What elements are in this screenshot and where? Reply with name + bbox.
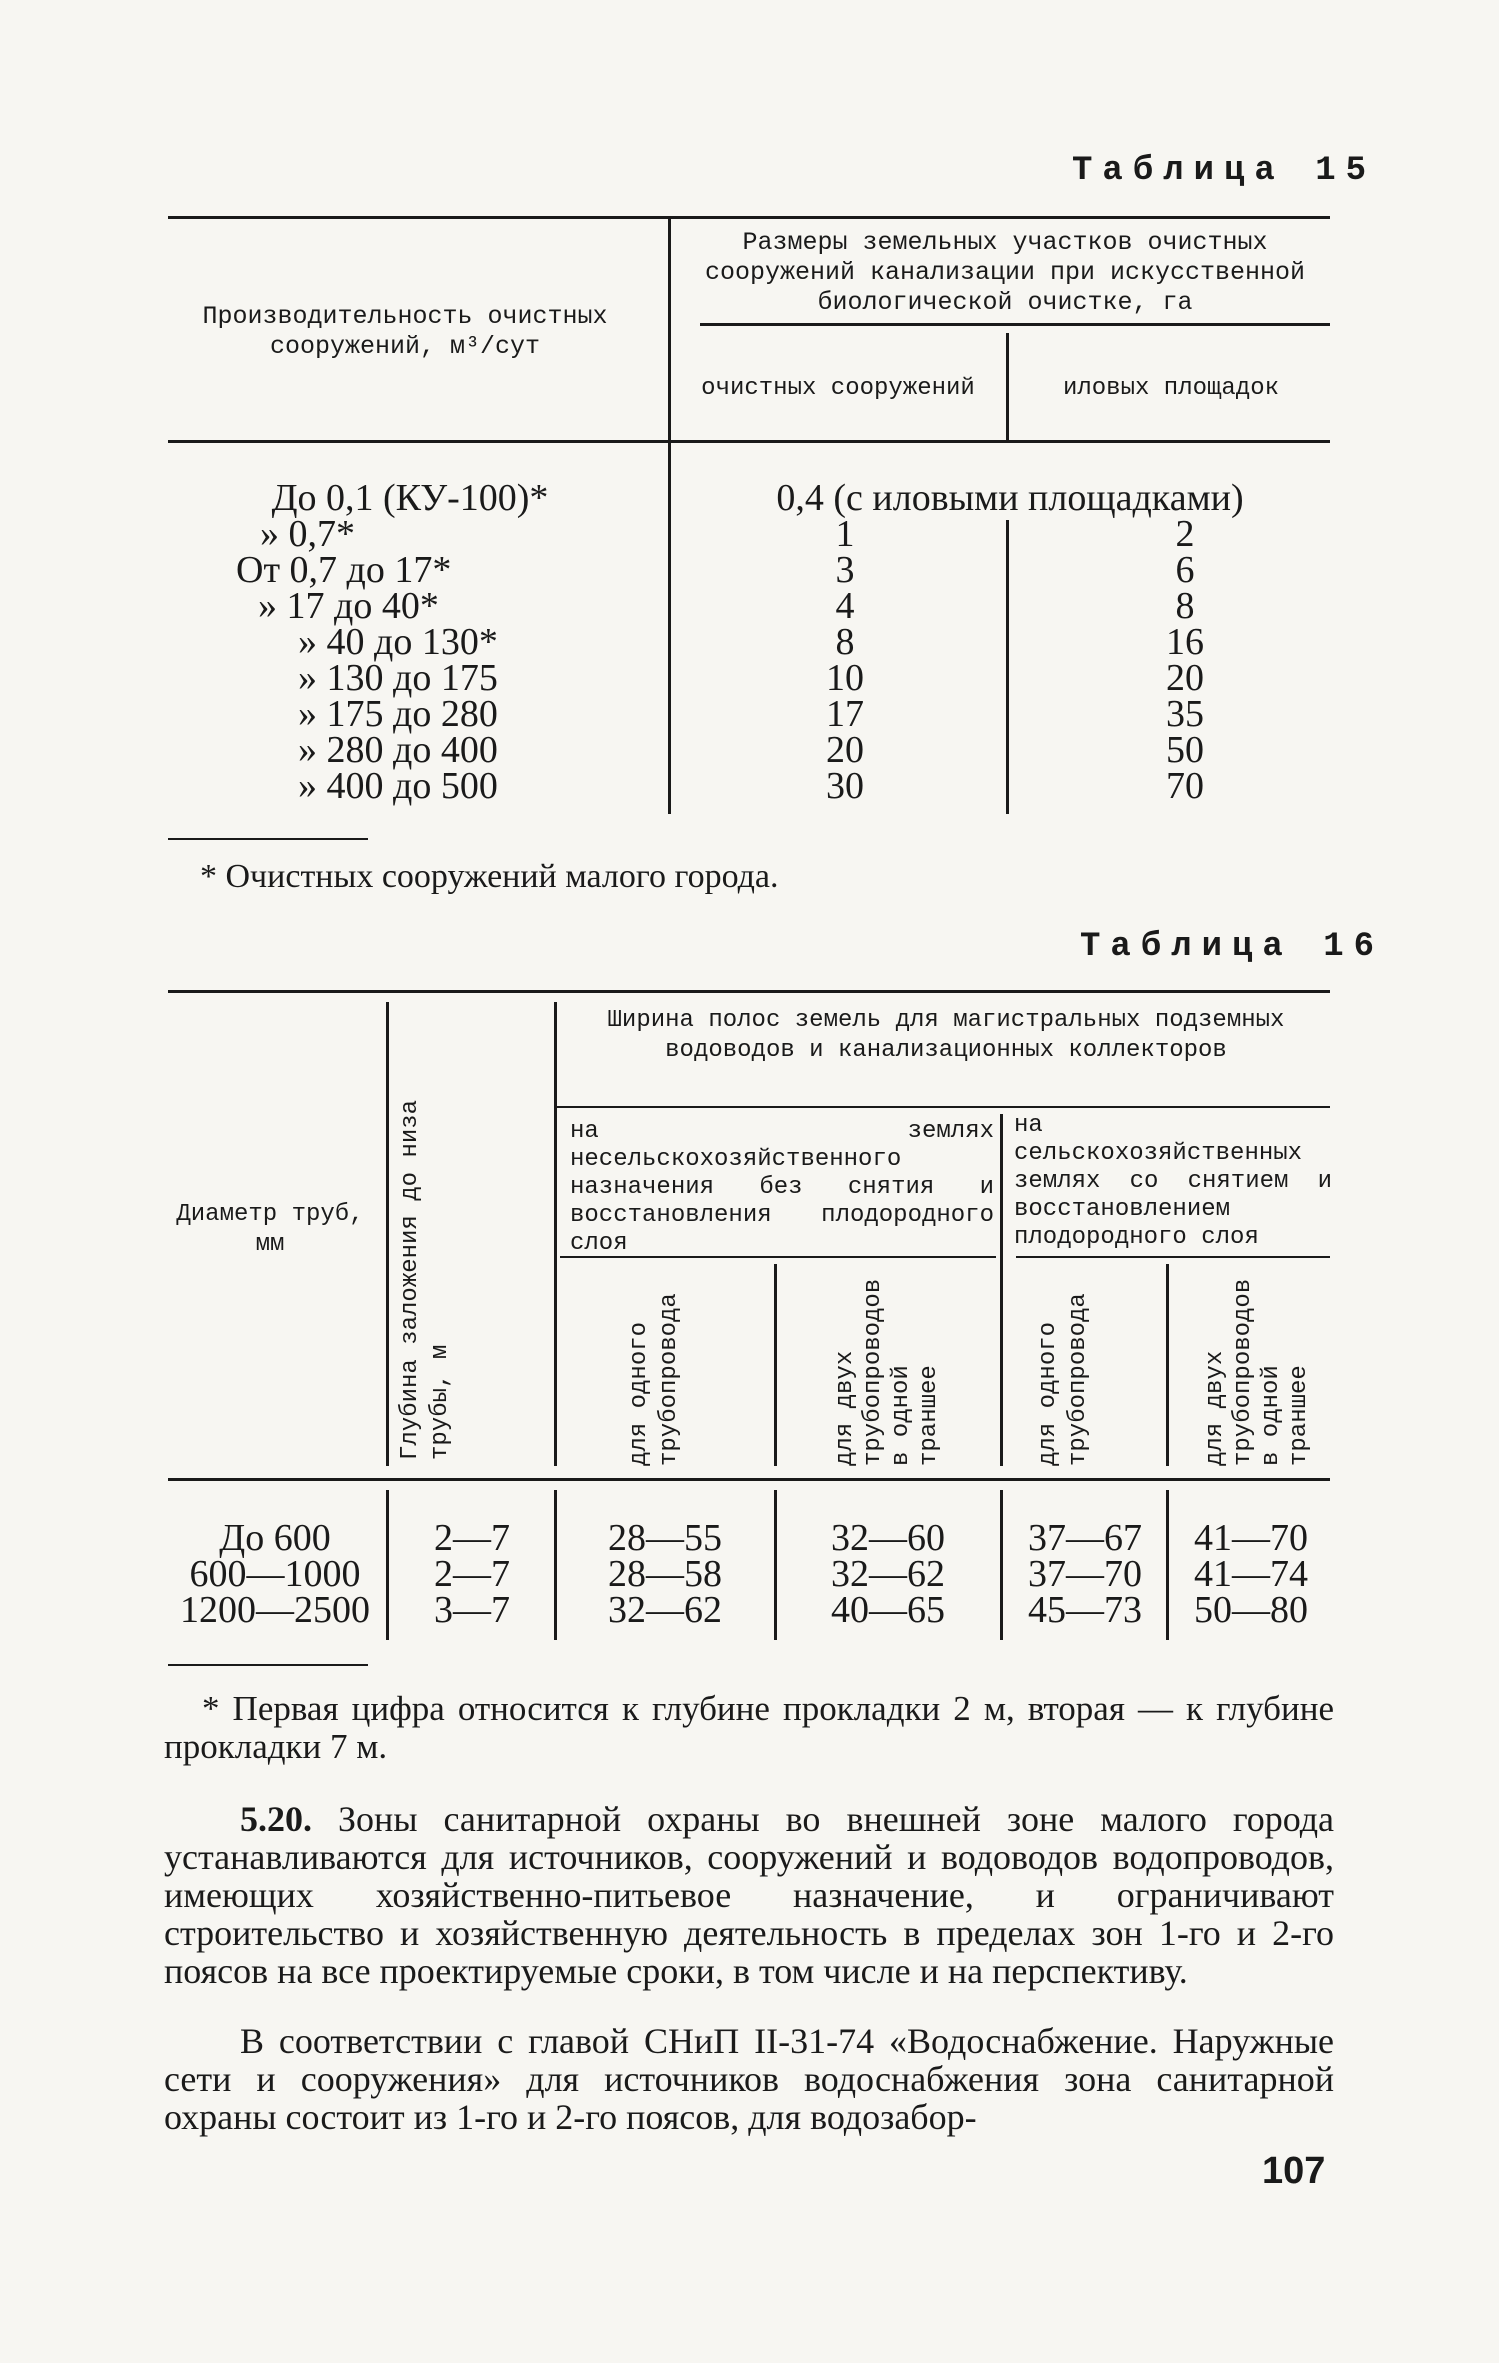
table16-divider-1 bbox=[386, 1002, 389, 1466]
table15-first-row-label: До 0,1 (КУ-100)* bbox=[271, 477, 549, 519]
table-cell: 28—55 bbox=[608, 1517, 722, 1559]
table-cell: 1200—2500 bbox=[180, 1589, 370, 1631]
table16-top-rule bbox=[168, 990, 1330, 993]
table15-footnote: * Очистных сооружений малого города. bbox=[200, 858, 779, 895]
table15-group-header: Размеры земельных участков очистных сооружений канализации при искусственной биологической очистке, га bbox=[704, 228, 1306, 317]
table15-sub-divider bbox=[1006, 333, 1009, 440]
table-cell: 45—73 bbox=[1028, 1589, 1142, 1631]
table15-body-divider bbox=[1006, 520, 1009, 814]
table-cell: 50—80 bbox=[1194, 1589, 1308, 1631]
paragraph-snip: В соответствии с главой СНиП II-31-74 «Водоснабжение. Наружные сети и сооружения» для источников водоснабжения зона санитарной охраны состоит из 1-го и 2-го поясов, для водозабор- bbox=[164, 2021, 1334, 2137]
table-cell: 10 bbox=[826, 657, 864, 699]
table16-divider-5 bbox=[1166, 1264, 1169, 1466]
table16-col-b1 bbox=[1006, 1517, 1164, 1631]
table15-merged-value: 0,4 (с иловыми площадками) bbox=[776, 477, 1244, 519]
table-cell: 30 bbox=[826, 765, 864, 807]
table15-footnote-rule bbox=[168, 838, 368, 840]
table-cell: 50 bbox=[1166, 729, 1204, 771]
table-cell: 41—74 bbox=[1194, 1553, 1308, 1595]
table-cell: 6 bbox=[1175, 549, 1195, 591]
table15-col-divider bbox=[668, 216, 671, 814]
table-cell: 1 bbox=[835, 513, 855, 555]
table-row-label: » 130 до 175 bbox=[298, 657, 498, 699]
table16-footnote: * Первая цифра относится к глубине прокладки 2 м, вторая — к глубине прокладки 7 м. bbox=[164, 1689, 1334, 1766]
table-cell: 37—70 bbox=[1028, 1553, 1142, 1595]
table15-labels bbox=[200, 513, 500, 807]
table-row-label: » 400 до 500 bbox=[298, 765, 498, 807]
table16-body-divider-5 bbox=[1166, 1490, 1169, 1640]
table-cell: 16 bbox=[1166, 621, 1204, 663]
table-cell: 35 bbox=[1166, 693, 1204, 735]
table16-leaf-b1: для одного трубопровода bbox=[1035, 1293, 1092, 1466]
table16-col-diameter bbox=[170, 1517, 380, 1631]
table-cell: 32—60 bbox=[831, 1517, 945, 1559]
table-row-label: » 40 до 130* bbox=[298, 621, 498, 663]
table16-body-divider-3 bbox=[774, 1490, 777, 1640]
table-cell: 20 bbox=[826, 729, 864, 771]
table16-footnote-rule bbox=[168, 1664, 368, 1666]
table-cell: 40—65 bbox=[831, 1589, 945, 1631]
table16-body-divider-2 bbox=[554, 1490, 557, 1640]
table-row-label: » 17 до 40* bbox=[258, 585, 439, 627]
table16-leaf-b2: для двух трубопроводов в одной траншее bbox=[1202, 1278, 1313, 1466]
table-cell: 37—67 bbox=[1028, 1517, 1142, 1559]
table16-sub-a: на землях несельскохозяйственного назначения без снятия и восстановления плодородного слоя bbox=[570, 1118, 994, 1257]
table15-sub1-header: очистных сооружений bbox=[701, 375, 975, 402]
table16-divider-4 bbox=[774, 1264, 777, 1466]
table-cell: 17 bbox=[826, 693, 864, 735]
table-cell: 4 bbox=[835, 585, 855, 627]
table16-header-rule bbox=[168, 1478, 1330, 1481]
table-cell: До 600 bbox=[219, 1517, 331, 1559]
table-cell: 2—7 bbox=[434, 1553, 510, 1595]
table-cell: 2 bbox=[1175, 513, 1195, 555]
table15-col-v2 bbox=[1120, 513, 1250, 807]
table15-caption: Таблица 15 bbox=[1072, 152, 1377, 190]
table16-caption: Таблица 16 bbox=[1080, 928, 1385, 966]
table-row-label: От 0,7 до 17* bbox=[236, 549, 452, 591]
table16-subb-rule bbox=[1016, 1256, 1330, 1258]
table16-col2-header: Глубина заложения до низа трубы, м bbox=[397, 1099, 454, 1460]
table16-body-divider-1 bbox=[386, 1490, 389, 1640]
table-cell: 20 bbox=[1166, 657, 1204, 699]
page-number: 107 bbox=[1262, 2150, 1326, 2192]
table-row-label: » 0,7* bbox=[260, 513, 355, 555]
table-cell: 3 bbox=[835, 549, 855, 591]
paragraph-text: Зоны санитарной охраны во внешней зоне малого города устанавливаются для источников, сооружений и водоводов водопроводов, имеющих хозяйственно-питьевое назначение, и ограничивают строительство и хозяйственную деятельность в пределах зон 1-го и 2-го поясов на все проектируемые сроки, в том числе и на перспективу. bbox=[164, 1799, 1334, 1991]
table16-sub-b: на сельскохозяйственных землях со снятием и восстановлением плодородного слоя bbox=[1014, 1112, 1332, 1251]
table-cell: 2—7 bbox=[434, 1517, 510, 1559]
table15-sub2-header: иловых площадок bbox=[1062, 375, 1280, 402]
table16-col-b2 bbox=[1172, 1517, 1330, 1631]
table16-group-rule bbox=[556, 1106, 1330, 1108]
table15-group-rule bbox=[700, 323, 1330, 326]
paragraph-number: 5.20. bbox=[240, 1799, 312, 1839]
table15-top-rule bbox=[168, 216, 1330, 219]
table16-group-header: Ширина полос земель для магистральных подземных водоводов и канализационных коллекторов bbox=[607, 1007, 1285, 1064]
table15-col-v1 bbox=[780, 513, 910, 807]
table16-col-a1 bbox=[560, 1517, 770, 1631]
table-row-label: » 280 до 400 bbox=[298, 729, 498, 771]
table-cell: 8 bbox=[835, 621, 855, 663]
table-cell: 32—62 bbox=[831, 1553, 945, 1595]
table-cell: 600—1000 bbox=[189, 1553, 361, 1595]
table16-divider-2 bbox=[554, 1002, 557, 1466]
table16-col-a2 bbox=[780, 1517, 996, 1631]
table16-leaf-a1: для одного трубопровода bbox=[626, 1293, 683, 1466]
table-row-label: » 175 до 280 bbox=[298, 693, 498, 735]
table15-col1-header: Производительность очистных сооружений, м³/сут bbox=[202, 302, 608, 361]
table-cell: 41—70 bbox=[1194, 1517, 1308, 1559]
table16-leaf-a2: для двух трубопроводов в одной траншее bbox=[832, 1278, 943, 1466]
table15-header-rule bbox=[168, 440, 1330, 443]
paragraph-5-20 bbox=[164, 1800, 1334, 1990]
table-cell: 70 bbox=[1166, 765, 1204, 807]
table-cell: 32—62 bbox=[608, 1589, 722, 1631]
table16-col1-header: Диаметр труб, мм bbox=[176, 1201, 364, 1258]
table-cell: 3—7 bbox=[434, 1589, 510, 1631]
table16-col-depth bbox=[392, 1517, 552, 1631]
table16-divider-3 bbox=[1000, 1114, 1003, 1466]
table-cell: 8 bbox=[1175, 585, 1195, 627]
table16-body-divider-4 bbox=[1000, 1490, 1003, 1640]
table-cell: 28—58 bbox=[608, 1553, 722, 1595]
